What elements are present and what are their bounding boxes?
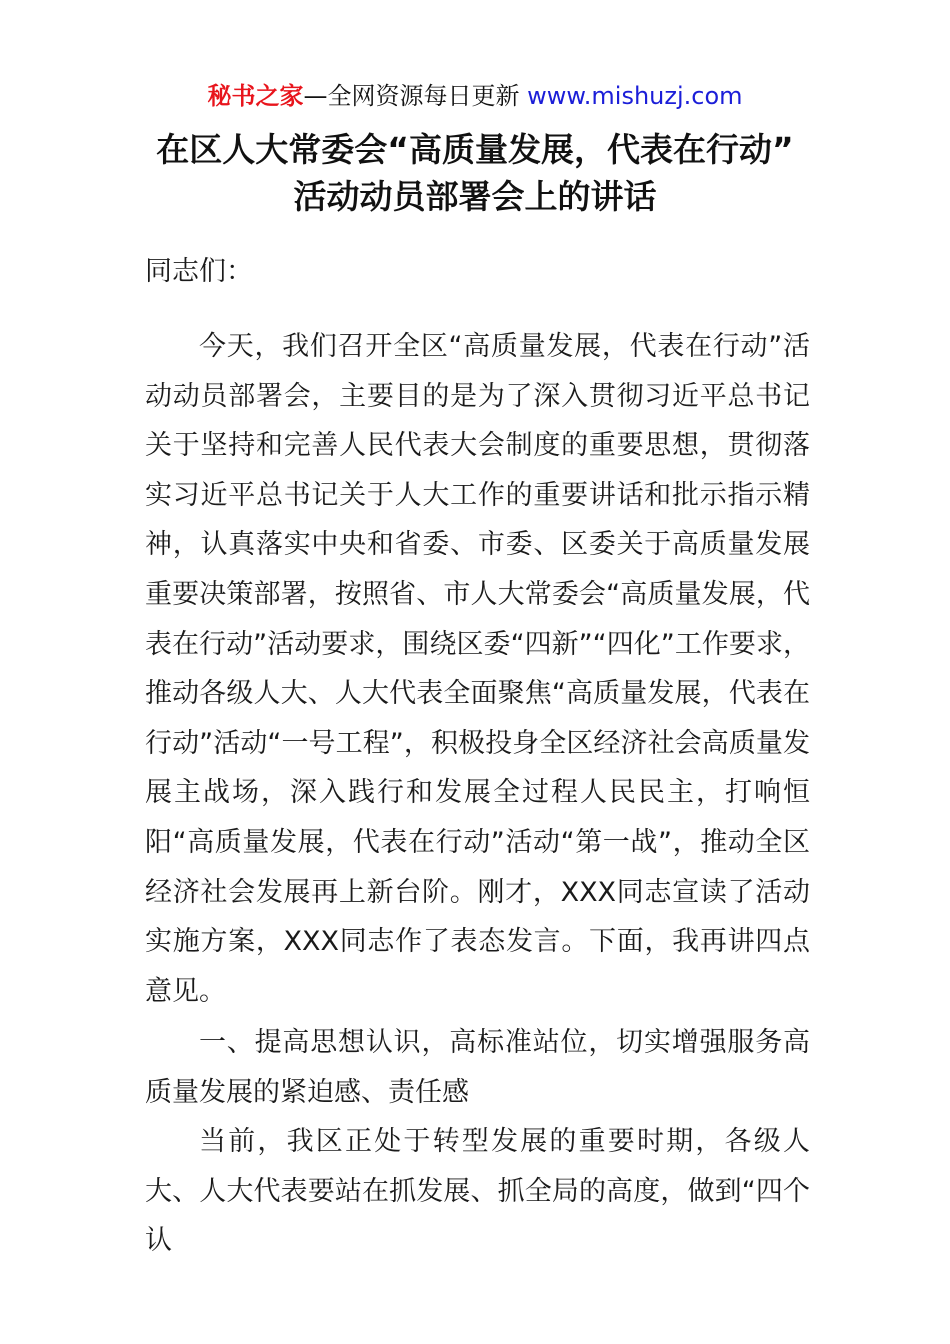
body-paragraph-2: 当前，我区正处于转型发展的重要时期，各级人大、人大代表要站在抓发展、抓全局的高度，做到“四个认: [145, 1126, 810, 1257]
document-title-line-2: 活动动员部署会上的讲话: [293, 177, 657, 216]
section-heading-1: 一、提高思想认识，高标准站位，切实增强服务高质量发展的紧迫感、责任感: [145, 1027, 810, 1108]
site-brand: 秘书之家: [207, 82, 304, 110]
body-paragraph-1: 今天，我们召开全区“高质量发展，代表在行动”活动动员部署会，主要目的是为了深入贯彻习近平总书记关于坚持和完善人民代表大会制度的重要思想，贯彻落实习近平总书记关于人大工作的重要讲话和批示指示精神，认真落实中央和省委、市委、区委关于高质量发展重要决策部署，按照省、市人大常委会“高质量发展，代表在行动”活动要求，围绕区委“四新”“四化”工作要求，推动各级人大、人大代表全面聚焦“高质量发展，代表在行动”活动“一号工程”，积极投身全区经济社会高质量发展主战场，深入践行和发展全过程人民民主，打响恒阳“高质量发展，代表在行动”活动“第一战”，推动全区经济社会发展再上新台阶。刚才，XXX同志宣读了活动实施方案，XXX同志作了表态发言。下面，我再讲四点意见。: [145, 331, 810, 1007]
site-header: [0, 80, 950, 112]
site-url-link[interactable]: www.mishuzj.com: [527, 82, 743, 110]
site-tagline: —全网资源每日更新: [303, 82, 520, 110]
document-title-line-1: 在区人大常委会“高质量发展，代表在行动”: [156, 130, 794, 169]
salutation: 同志们：: [145, 256, 253, 287]
